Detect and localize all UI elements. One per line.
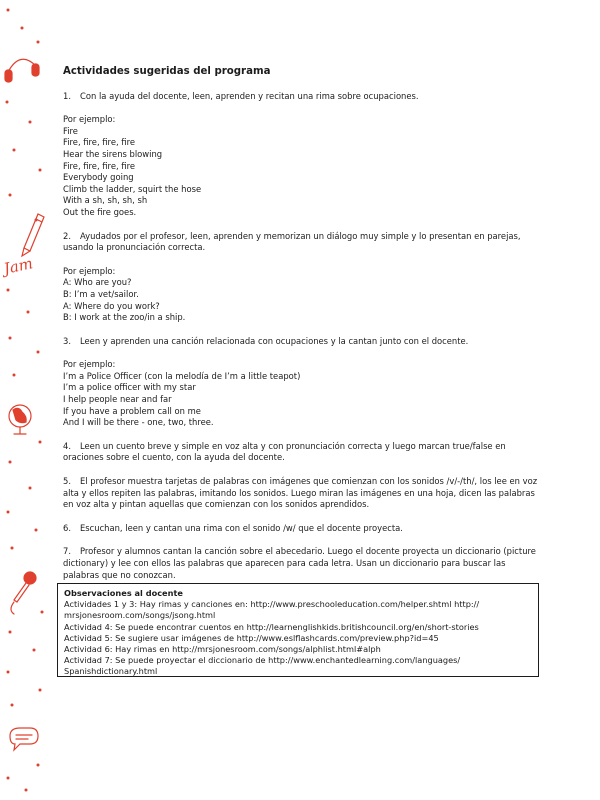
globe-icon xyxy=(9,405,31,434)
activity-3 xyxy=(63,336,543,348)
document-body xyxy=(63,66,543,593)
activity-text: Escuchan, leen y cantan una rima con el sonido /w/ que el docente proyecta. xyxy=(80,522,403,533)
activity-number: 5. xyxy=(63,476,71,487)
example-label: Por ejemplo: xyxy=(63,114,116,125)
activity-number: 4. xyxy=(63,440,71,451)
example-line: If you have a problem call on me xyxy=(63,405,201,416)
example-line: With a sh, sh, sh, sh xyxy=(63,195,148,206)
example-block xyxy=(63,266,543,324)
teacher-notes-box xyxy=(57,583,539,677)
example-line: A: Who are you? xyxy=(63,277,132,288)
example-line: Hear the sirens blowing xyxy=(63,148,163,159)
activity-7 xyxy=(63,546,543,581)
example-block xyxy=(63,359,543,429)
notes-line: Actividad 5: Se sugiere usar imágenes de http://www.eslflashcards.com/preview.php?id=45 xyxy=(64,632,439,643)
example-line: Fire xyxy=(63,125,78,136)
activity-2 xyxy=(63,231,543,254)
example-line: Out the fire goes. xyxy=(63,206,137,217)
microphone-icon xyxy=(11,572,36,614)
activity-5 xyxy=(63,476,543,511)
example-line: Everybody going xyxy=(63,172,134,183)
margin-decoration xyxy=(0,0,52,800)
activity-number: 6. xyxy=(63,522,71,533)
notes-line: mrsjonesroom.com/songs/jsong.html xyxy=(64,610,216,621)
example-label: Por ejemplo: xyxy=(63,359,116,370)
example-line: And I will be there - one, two, three. xyxy=(63,417,214,428)
notes-line: Spanishdictionary.html xyxy=(64,666,158,677)
activity-text: Leen un cuento breve y simple en voz alta y con pronunciación correcta y luego marcan true/false en oraciones sobre el cuento, con la ayuda del docente. xyxy=(63,440,506,463)
notes-line: Actividad 6: Hay rimas en http://mrsjonesroom.com/songs/alphlist.html#alph xyxy=(64,644,381,655)
example-line: I’m a police officer with my star xyxy=(63,382,196,393)
notes-line: Actividades 1 y 3: Hay rimas y canciones en: http://www.preschooleducation.com/helper.shtml http:// xyxy=(64,599,480,610)
example-line: Fire, fire, fire, fire xyxy=(63,160,135,171)
activity-text: Con la ayuda del docente, leen, aprenden y recitan una rima sobre ocupaciones. xyxy=(80,90,419,101)
example-line: Climb the ladder, squirt the hose xyxy=(63,183,202,194)
page-title: Actividades sugeridas del programa xyxy=(63,66,271,77)
example-line: A: Where do you work? xyxy=(63,300,160,311)
example-label: Por ejemplo: xyxy=(63,265,116,276)
example-line: B: I work at the zoo/in a ship. xyxy=(63,312,186,323)
activity-text: Profesor y alumnos cantan la canción sobre el abecedario. Luego el docente proyecta un diccionario (picture dictionary) y lee con ellos las palabras que aparecen para cada letra. Usan un diccionario para buscar las palabras que no conozcan. xyxy=(63,546,536,580)
jam-label: Jam xyxy=(2,254,35,278)
example-line: Fire, fire, fire, fire xyxy=(63,137,135,148)
activity-4 xyxy=(63,441,543,464)
notes-line: Actividad 7: Se puede proyectar el diccionario de http://www.enchantedlearning.com/languages/ xyxy=(64,655,461,666)
notes-title: Observaciones al docente xyxy=(64,588,183,598)
activity-number: 2. xyxy=(63,230,71,241)
activity-number: 3. xyxy=(63,335,71,346)
notes-line: Actividad 4: Se puede encontrar cuentos en http://learnenglishkids.britishcouncil.org/en/short-stories xyxy=(64,621,479,632)
headphones-icon xyxy=(5,59,39,82)
activity-text: Ayudados por el profesor, leen, aprenden y memorizan un diálogo muy simple y lo presentan en parejas, usando la pronunciación correcta. xyxy=(63,230,521,253)
example-block xyxy=(63,114,543,218)
speech-bubble-icon xyxy=(10,728,38,750)
activity-number: 7. xyxy=(63,546,71,557)
activity-text: Leen y aprenden una canción relacionada con ocupaciones y la cantan junto con el docente. xyxy=(80,335,469,346)
activity-6 xyxy=(63,523,543,535)
example-line: B: I’m a vet/sailor. xyxy=(63,288,139,299)
activity-1 xyxy=(63,91,543,103)
pencil-icon xyxy=(22,214,44,256)
example-line: I help people near and far xyxy=(63,394,172,405)
example-line: I’m a Police Officer (con la melodía de I’m a little teapot) xyxy=(63,370,301,381)
activity-number: 1. xyxy=(63,90,71,101)
activity-text: El profesor muestra tarjetas de palabras con imágenes que comienzan con los sonidos /v/-/th/, los lee en voz alta y ellos repiten las palabras, imitando los sonidos. Luego miran las imágenes en una hoja, dicen las palabras en voz alta y pintan aquellas que comienzan con los sonidos aprendidos. xyxy=(63,476,538,510)
decorative-dots xyxy=(6,9,44,792)
